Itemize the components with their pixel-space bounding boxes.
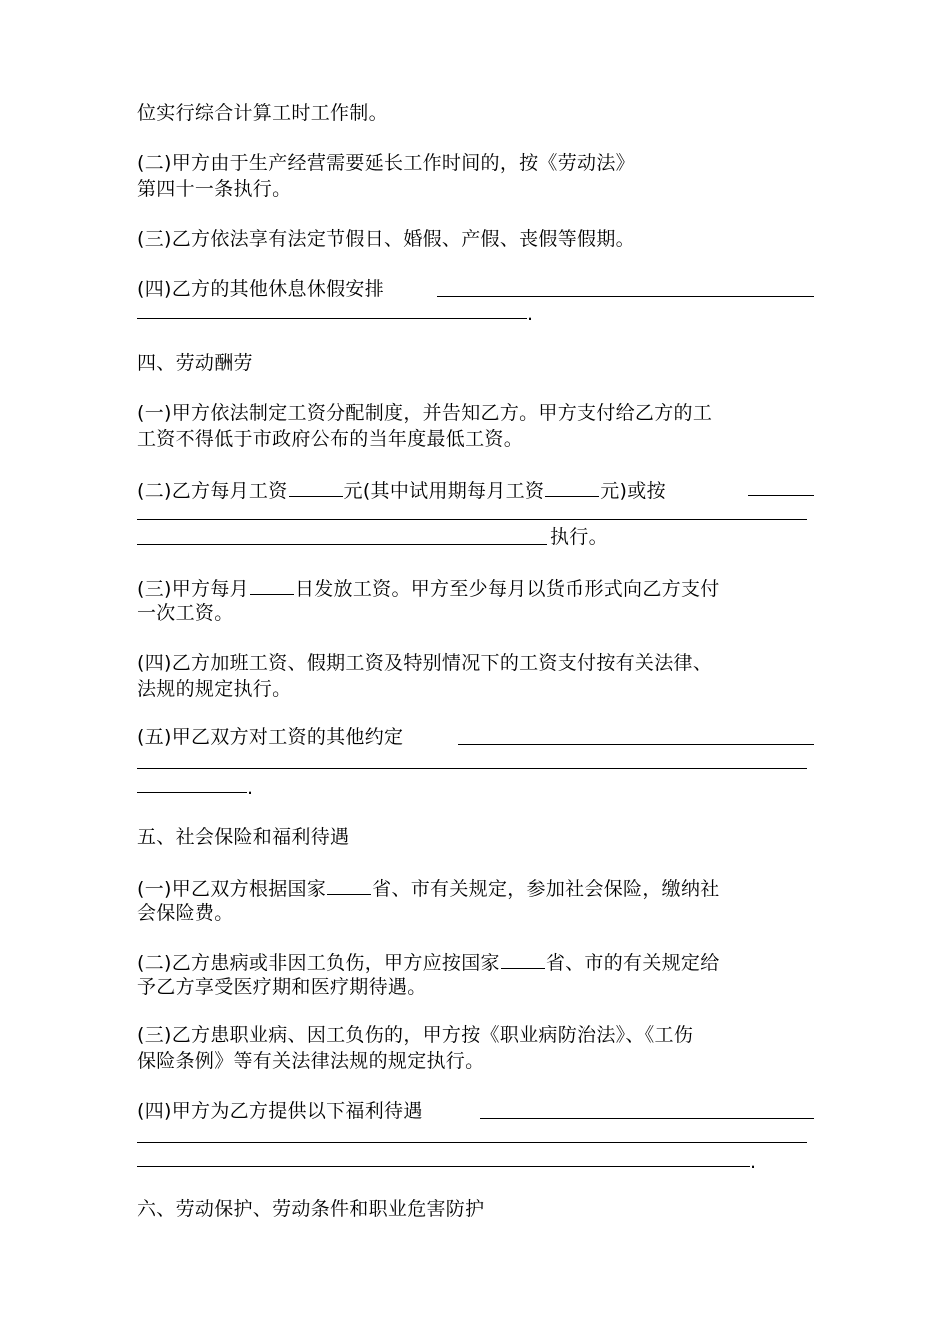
text-line: 工资不得低于市政府公布的当年度最低工资。: [137, 428, 524, 450]
fill-in-blank: [748, 495, 814, 496]
text-line: (四)乙方加班工资、假期工资及特别情况下的工资支付按有关法律、: [137, 652, 713, 674]
text-line: [137, 476, 666, 504]
fill-in-blank: [137, 1142, 807, 1143]
fill-in-blank: [137, 318, 527, 319]
text-segment: 日发放工资。甲方至少每月以货币形式向乙方支付: [294, 578, 720, 600]
fill-in-blank: [501, 948, 545, 969]
fill-in-blank: [480, 1118, 814, 1119]
fill-in-blank: [289, 476, 343, 497]
text-segment: 省、市的有关规定给: [545, 952, 720, 974]
fill-in-blank: [545, 476, 599, 497]
text-segment: (三)甲方每月: [137, 578, 249, 600]
text-line: [137, 948, 720, 976]
section-heading: 五、社会保险和福利待遇: [137, 826, 350, 848]
text-line: 法规的规定执行。: [137, 678, 292, 700]
text-segment: 省、市有关规定，参加社会保险，缴纳社: [372, 878, 720, 900]
fill-in-blank: [137, 1166, 750, 1167]
section-heading: 六、劳动保护、劳动条件和职业危害防护: [137, 1198, 485, 1220]
text-segment: (一)甲乙双方根据国家: [137, 878, 327, 900]
text-line: 一次工资。: [137, 602, 234, 624]
text-line: (三)乙方依法享有法定节假日、婚假、产假、丧假等假期。: [137, 228, 635, 250]
text-line: (二)甲方由于生产经营需要延长工作时间的，按《劳动法》: [137, 152, 635, 174]
text-line: 位实行综合计算工时工作制。: [137, 102, 388, 124]
period-mark: .: [527, 303, 534, 325]
text-line: 执行。: [550, 526, 608, 548]
text-line: [137, 574, 720, 602]
text-line: (三)乙方患职业病、因工负伤的，甲方按《职业病防治法》、《工伤: [137, 1024, 694, 1046]
text-line: (四)乙方的其他休息休假安排: [137, 278, 385, 300]
fill-in-blank: [137, 544, 547, 545]
text-line: (四)甲方为乙方提供以下福利待遇: [137, 1100, 423, 1122]
text-line: (一)甲方依法制定工资分配制度，并告知乙方。甲方支付给乙方的工: [137, 402, 713, 424]
fill-in-blank: [137, 768, 807, 769]
fill-in-blank: [137, 792, 247, 793]
text-segment: 元(其中试用期每月工资: [343, 480, 545, 502]
period-mark: .: [247, 777, 254, 799]
fill-in-blank: [437, 296, 814, 297]
fill-in-blank: [137, 519, 807, 520]
text-line: 予乙方享受医疗期和医疗期待遇。: [137, 976, 427, 998]
fill-in-blank: [327, 874, 371, 895]
text-line: 保险条例》等有关法律法规的规定执行。: [137, 1050, 485, 1072]
text-line: 会保险费。: [137, 902, 234, 924]
fill-in-blank: [458, 744, 814, 745]
fill-in-blank: [250, 574, 294, 595]
text-line: [137, 874, 720, 902]
text-segment: (二)乙方患病或非因工负伤，甲方应按国家: [137, 952, 500, 974]
text-segment: (二)乙方每月工资: [137, 480, 288, 502]
text-line: (五)甲乙双方对工资的其他约定: [137, 726, 404, 748]
text-segment: 元)或按: [600, 480, 666, 502]
period-mark: .: [750, 1151, 757, 1173]
section-heading: 四、劳动酬劳: [137, 352, 253, 374]
text-line: 第四十一条执行。: [137, 178, 292, 200]
